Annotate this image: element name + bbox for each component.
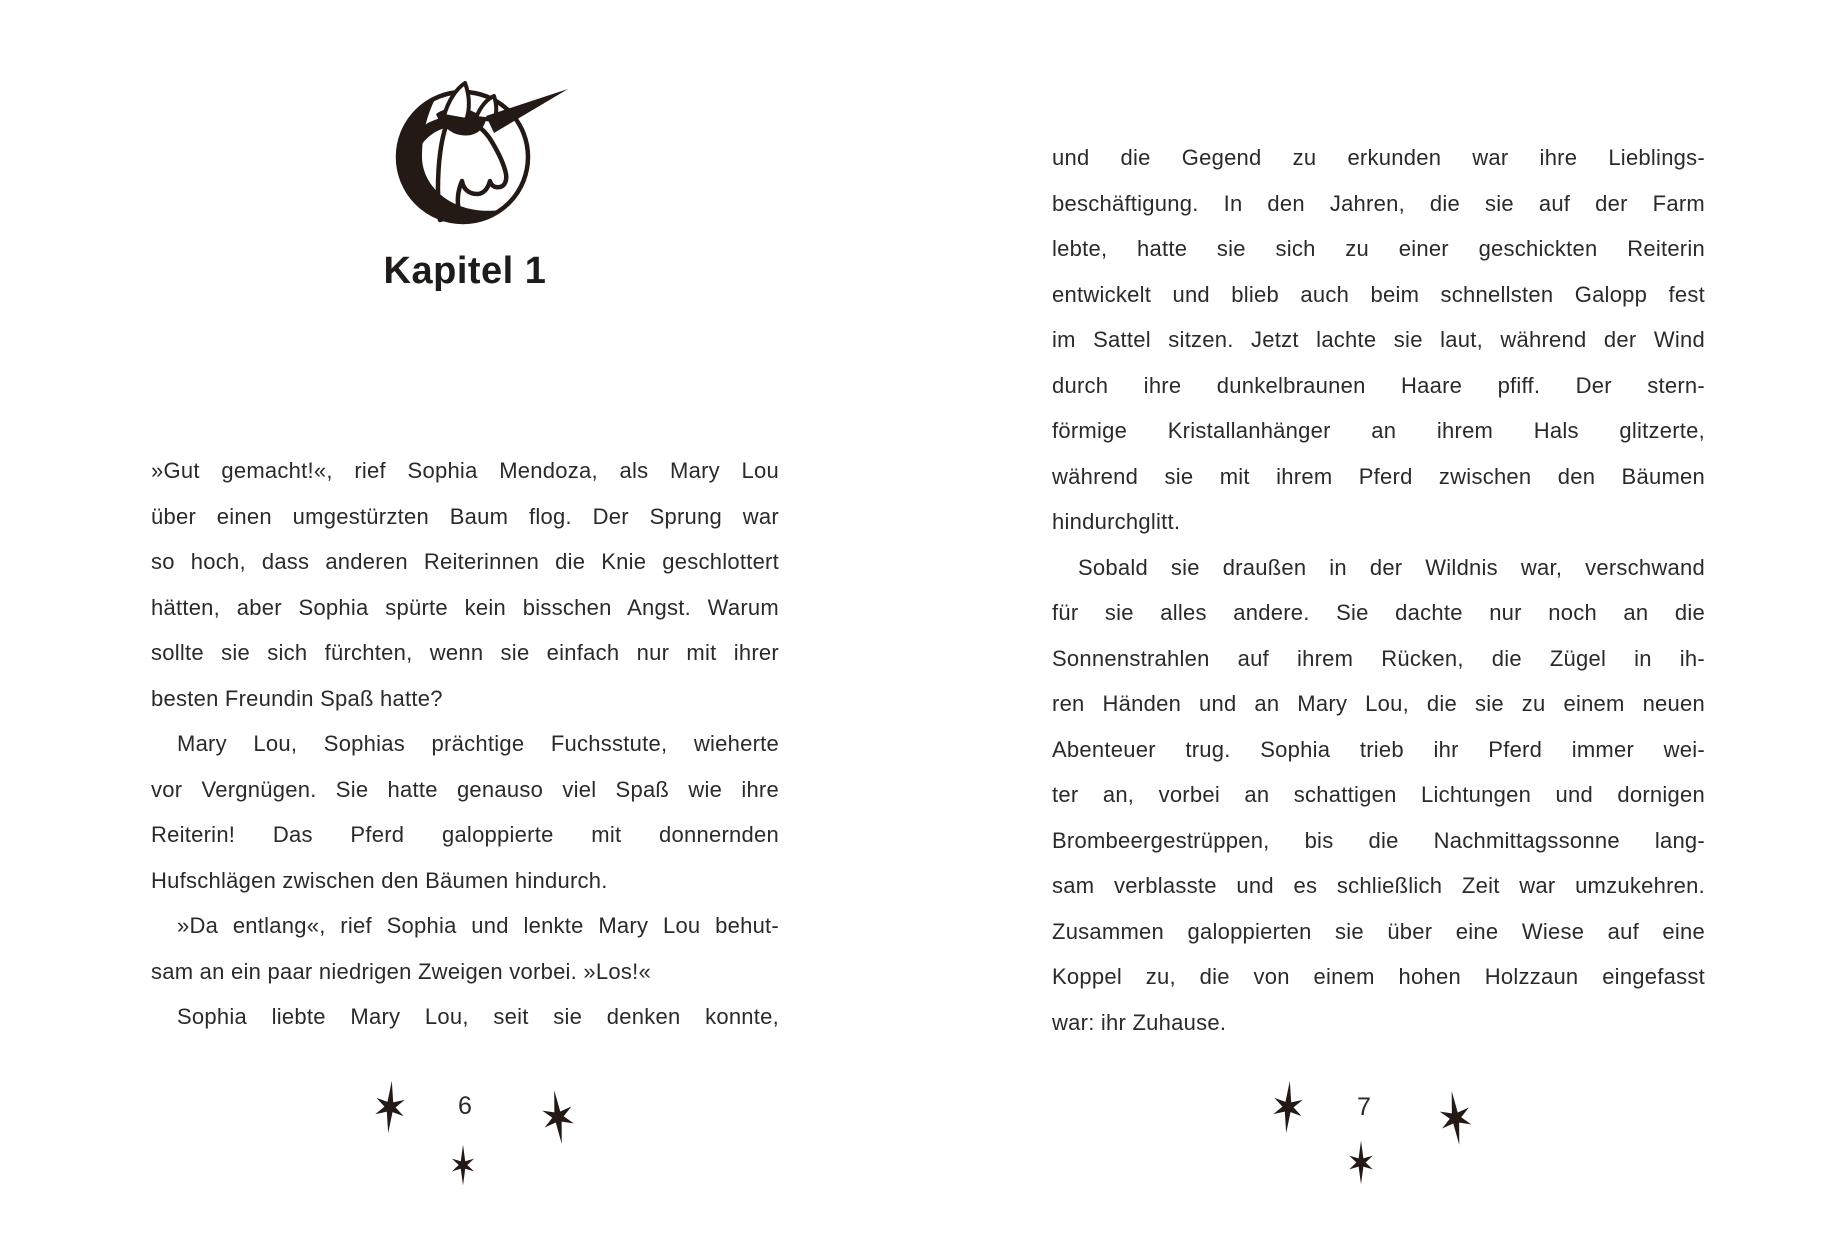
text-line: im Sattel sitzen. Jetzt lachte sie laut, während der Wind [1052,327,1705,352]
text-line: hätten, aber Sophia spürte kein bisschen Angst. Warum [151,594,779,620]
text-line: sollte sie sich fürchten, wenn sie einfach nur mit ihrer [151,640,779,665]
text-line: so hoch, dass anderen Reiterinnen die Knie geschlottert [151,549,779,574]
text-line: war: ihr Zuhause. [1052,1009,1227,1035]
sparkle-star-icon [368,1079,412,1136]
text-line: entwickelt und blieb auch beim schnellsten Galopp fest [1052,281,1705,307]
text-line: lebte, hatte sie sich zu einer geschickten Reiterin [1052,236,1705,261]
text-line: Reiterin! Das Pferd galoppierte mit donnernden [151,822,779,847]
text-line: besten Freundin Spaß hatte? [151,685,443,711]
text-line: ren Händen und an Mary Lou, die sie zu einem neuen [1052,691,1705,716]
text-line: Brombeergestrüppen, bis die Nachmittagssonne lang- [1052,827,1705,853]
text-line: Abenteuer trug. Sophia trieb ihr Pferd immer wei- [1052,736,1705,762]
sparkle-star-icon [1265,1079,1311,1136]
page-number-left: 6 [458,1092,472,1120]
text-line: sam verblasste und es schließlich Zeit war umzukehren. [1052,873,1705,898]
sparkle-star-icon [1345,1140,1377,1185]
sparkle-star-icon [448,1144,478,1186]
sparkle-star-icon [1430,1087,1480,1148]
text-line: Koppel zu, die von einem hohen Holzzaun eingefasst [1052,964,1705,989]
chapter-heading: Kapitel 1 [383,250,547,292]
text-line: Hufschlägen zwischen den Bäumen hindurch. [151,867,608,893]
left-page-text [151,448,779,1040]
text-line: hindurchglitt. [1052,509,1181,534]
text-line: vor Vergnügen. Sie hatte genauso viel Spaß wie ihre [151,776,779,802]
text-line: Sonnenstrahlen auf ihrem Rücken, die Zügel in ih- [1052,645,1705,671]
text-line: Sophia liebte Mary Lou, seit sie denken konnte, [177,1004,779,1029]
text-line: »Gut gemacht!«, rief Sophia Mendoza, als Mary Lou [151,458,779,483]
text-line: Zusammen galoppierten sie über eine Wiese auf eine [1052,918,1705,944]
text-line: während sie mit ihrem Pferd zwischen den Bäumen [1052,463,1705,489]
text-line: und die Gegend zu erkunden war ihre Lieblings- [1052,145,1705,170]
text-line: beschäftigung. In den Jahren, die sie auf der Farm [1052,190,1705,216]
page-number-right: 7 [1357,1093,1371,1121]
text-line: für sie alles andere. Sie dachte nur noch an die [1052,600,1705,625]
text-line: »Da entlang«, rief Sophia und lenkte Mary Lou behut- [177,913,779,938]
text-line: förmige Kristallanhänger an ihrem Hals glitzerte, [1052,418,1705,443]
text-line: durch ihre dunkelbraunen Haare pfiff. Der stern- [1052,372,1705,398]
sparkle-star-icon [533,1086,582,1147]
right-page-text [1052,135,1705,1045]
text-line: über einen umgestürzten Baum flog. Der Sprung war [151,503,779,529]
text-line: ter an, vorbei an schattigen Lichtungen und dornigen [1052,782,1705,807]
text-line: sam an ein paar niedrigen Zweigen vorbei. »Los!« [151,958,651,984]
text-line: Sobald sie draußen in der Wildnis war, verschwand [1078,554,1705,580]
text-line: Mary Lou, Sophias prächtige Fuchsstute, wieherte [177,731,779,756]
unicorn-logo-icon [380,70,580,240]
